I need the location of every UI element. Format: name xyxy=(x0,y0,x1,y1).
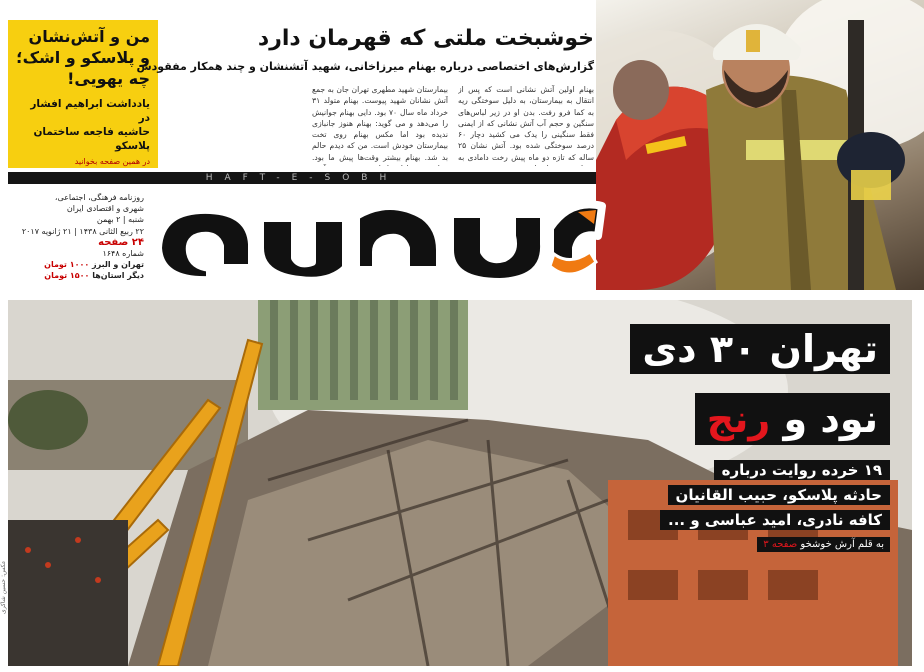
masthead-info-line3: شنبه | ۲ بهمن xyxy=(96,215,144,225)
main-byline[interactable] xyxy=(757,537,890,552)
price-line2-prefix: دیگر استان‌ها xyxy=(92,271,144,281)
newspaper-logo[interactable] xyxy=(150,188,610,288)
masthead-info xyxy=(14,192,144,282)
column-1-text: بهنام اولین آتش نشانی است که پس از انتقال به بیمارستان، به دلیل سوختگی ریه به کما فرو رفت. بدن او در زیر لباس‌های سنگین و حجم آب آتش نشانی که از ایمنی فقط سنگینی را یدک می کشید دچار ۶۰ درصد سوختگی شده بود. آتش نشان ۲۵ ساله که تازه دو ماه پیش رخت دامادی به xyxy=(458,85,594,162)
promo-headline-line3: چه یهویی! xyxy=(67,69,150,88)
masthead-info-line1: روزنامه فرهنگی، اجتماعی، xyxy=(54,193,144,202)
masthead-info-line4: ۲۲ ربیع الثانی ۱۴۳۸ | ۲۱ ژانویه ۲۰۱۷ xyxy=(21,226,144,236)
promo-note-line1: یادداشت ابراهیم افشار در xyxy=(30,98,150,124)
main-headline-line2-a: نود و xyxy=(783,397,878,441)
photo-credit: عکس: حسین شاکری xyxy=(0,560,7,614)
masthead-info-line2: شهری و اقتصادی ایران xyxy=(66,204,144,214)
top-article-subhead: گزارش‌های اختصاصی درباره بهنام میرزاخانی، شهید آتشنشان و چند همکار مفقودش xyxy=(136,60,594,73)
masthead-issue: شماره ۱۶۴۸ xyxy=(102,249,144,259)
top-article-headline[interactable]: خوشبخت ملتی که قهرمان دارد xyxy=(257,26,594,51)
top-article-column-2 xyxy=(312,84,448,166)
top-article-column-1 xyxy=(458,84,594,166)
promo-headline-line2: و پلاسکو و اشک؛ xyxy=(16,48,150,67)
main-headline-line2-b: رنج xyxy=(706,397,771,441)
masthead-price-line1 xyxy=(14,259,144,270)
byline-author: به قلم آرش خوشخو xyxy=(800,539,884,550)
masthead-price-line2 xyxy=(14,270,144,281)
logo-mark-art xyxy=(150,188,610,288)
main-headline-line2[interactable] xyxy=(695,393,890,445)
price-line1-prefix: تهران و البرز xyxy=(92,260,144,270)
masthead-latin: HAFT-E-SOBH xyxy=(205,173,399,183)
price-line2-value: ۱۵۰۰ تومان xyxy=(44,271,90,281)
main-subhead-line3: کافه نادری، امید عباسی و ... xyxy=(660,510,890,530)
byline-page-ref: صفحه ۳ xyxy=(763,539,798,550)
main-headline-line1[interactable]: تهران ۳۰ دی xyxy=(630,324,890,374)
promo-box[interactable] xyxy=(8,20,158,168)
firefighter-photo-art xyxy=(596,0,924,290)
promo-headline-line1: من و آتش‌نشان xyxy=(28,27,150,46)
price-line1-value: ۱۰۰۰ تومان xyxy=(44,260,90,270)
promo-note-line2: حاشیه فاجعه ساختمان پلاسکو xyxy=(33,126,150,152)
masthead-pages: ۲۴ صفحه xyxy=(98,236,144,248)
main-subhead-line1: ۱۹ خرده روایت درباره xyxy=(714,460,890,480)
firefighter-photo xyxy=(596,0,924,290)
main-subhead-line2: حادثه پلاسکو، حبیب القانیان xyxy=(668,485,890,505)
column-2-text: بیمارستان شهید مطهری تهران جان به جمع آتش نشانان شهید پیوست. بهنام متولد ۳۱ خرداد ماه سال ۷۰ بود. دایی بهنام جوانیش را می‌دهد و می گوید: بهنام هنوز جانبازی ندیده بود اما مکس بهنام روی تخت بیمارستان خودش است. من که دیدم حالم بد شد. بهنام بیشتر وقت‌ها پیش ما بود. xyxy=(312,85,448,162)
promo-reference[interactable]: در همین صفحه بخوانید xyxy=(74,157,150,166)
